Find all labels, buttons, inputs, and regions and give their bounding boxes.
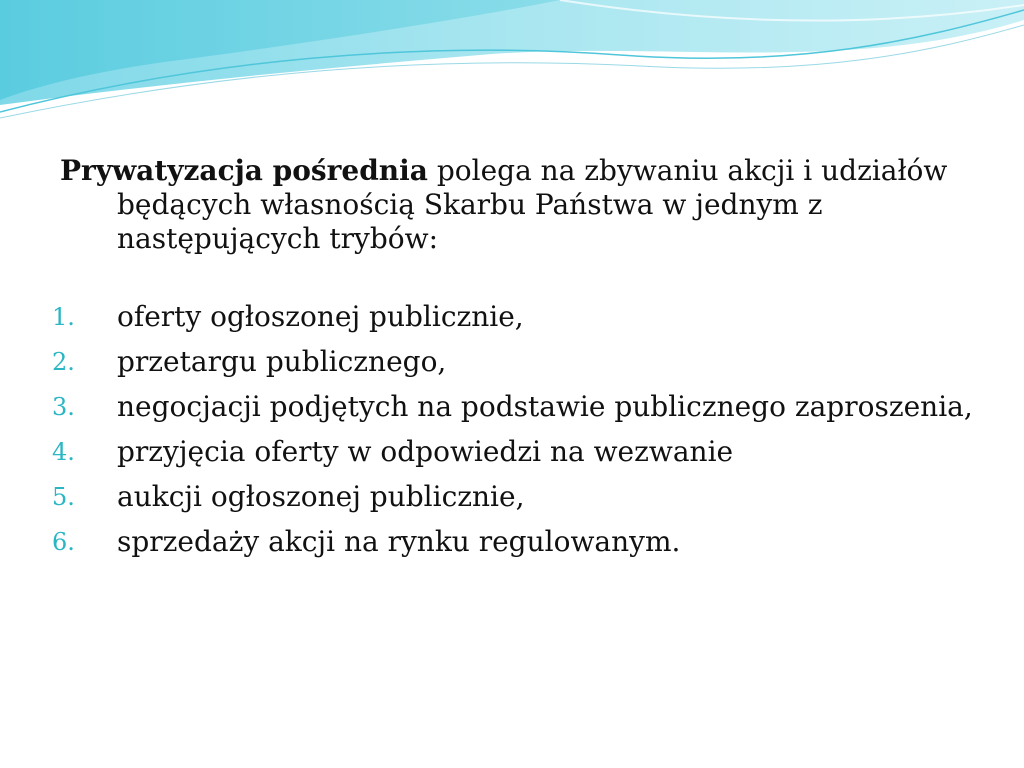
item-text: aukcji ogłoszonej publicznie, [117,480,525,513]
list-item [52,345,980,379]
modes-list [52,300,980,559]
intro-term: Prywatyzacja pośrednia [60,154,428,187]
item-number: 6. [52,528,75,556]
list-item [52,525,980,559]
item-text: sprzedaży akcji na rynku regulowanym. [117,525,681,558]
list-item [52,435,980,469]
item-number: 3. [52,393,75,421]
item-text: oferty ogłoszonej publicznie, [117,300,524,333]
item-number: 5. [52,483,75,511]
list-item [52,480,980,514]
wave-decoration [0,0,1024,130]
item-number: 1. [52,303,75,331]
intro-text: polega na zbywaniu akcji i udziałów będących własnością Skarbu Państwa w jednym z następujących trybów: [117,154,948,255]
item-text: przetargu publicznego, [117,345,447,378]
item-number: 4. [52,438,75,466]
list-item [52,390,980,424]
item-number: 2. [52,348,75,376]
intro-paragraph [60,154,980,256]
slide-body [52,154,980,570]
list-item [52,300,980,334]
item-text: przyjęcia oferty w odpowiedzi na wezwanie [117,435,734,468]
item-text: negocjacji podjętych na podstawie publicznego zaproszenia, [117,390,973,423]
